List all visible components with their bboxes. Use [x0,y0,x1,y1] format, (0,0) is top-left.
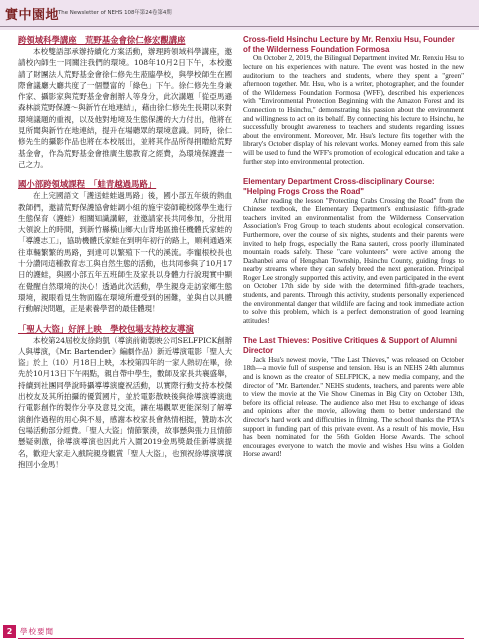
newsletter-issue: The Newsletter of NEHS 108年第24卷第4期 [58,10,172,16]
page-number: 2 [3,625,16,638]
article-body-zh-3: 本校第24屆校友徐鈞凱（導演前衛製映公司SELFPICK創辦人與導演，《Mr. Bartender》編劇作品）新近導演電影「聖人大盜」於上（10）月18日上映，本校第四年的一家人熱切在畢，徐先於10月13日下午兩點，親自帶中學生，數師及家長共襄盛舉，持續到社團同學說時攝導導演慶祝活動，以實際行動支持本校傑出校友及其所拍攝的優質國片，並於電影散映後與徐導演導演進行電影創作的製作分享及意見交流，讓在場觀眾更能深刻了解導演創作過程的用心與不易，感謝本校家長會熱情相挺，贊助本次包場活動部分經費。「聖人大盜」情節緊湊，故事懸與張力且情節懸疑刺激，徐導演導演也因此片入圍2019金馬獎最佳新導演提名，歡迎大家走入戲院親身觀賞「聖人大盜」，也預祝徐導演導演抱回小金馬！ [18,335,232,469]
article-body-en-2: After reading the lesson "Protecting Crabs Crossing the Road" from the Chinese textbook, the Elementary Department's enthusiastic fifth-grade teachers invited an environmentalist from the Wilderness Conservation Association's Frog Group to teach students about ecological conservation. Furthermore, over the course of six nights, students and their parents were invited to help frogs, especially the Rana sauteri, cross poorly illuminated mountain roads safely. These "care volunteers" were active among the Dashanbei area of Hengshan Township, Hsinchu County, guiding frogs to nearby streams where they can safely breed the next generation. Principal Roger Lee strongly supported this activity, and even participated in the event on October 17th side by side with the determined fifth-grade teachers, students, and parents. Through this activity, students personally experienced the environmental danger that wildlife are facing and took immediate action to solve this problem, which is a perfect demonstration of good learning attitudes! [243,196,464,325]
article-body-zh-2: 在上完國語文「護送蛙蛙過馬路」後，國小部五年級的熱血教師們，邀請荒野保護協會蛙調小組的施宇姿師範校隊學生進行生態保育（護蛙）相關知識講解，並邀請家長共同參加，分批用大領說上的時間，到新竹縣橫山鄉大山背地區擔任機體氏家蛙的「導護志工」，協助機體氏家蛙在到明年初行的路上，順利通過來往車輛繁繁的馬路，到達可以繁殖下一代的溪流。李寵根校長也十分讚同這種教育志工與自然生態的活動，也共同參與了10月17日的護蛙，與國小部五年五班師生及家長以身體力行說現實中顯在覺醒自然環境的決心！透過此次活動，學生親身走訪家鄉生態環境，親眼看見生物面臨在環境所遭受到的困難，並與自以具體行動解決問題，正是素養學習的最佳體現！ [18,191,232,314]
page-footer [0,624,479,640]
article-body-en-1: On October 2, 2019, the Bilingual Department invited Mr. Renxiu Hsu to lecture on his experiences with nature. The event was hosted in the new auditorium to the teachers and students, where they spent a "green" afternoon together. Mr. Hsu, who is a writer, photographer, and the founder of the Wilderness Foundation Formosa (WFF), described his experiences with "Environmental Protection Beginning with the Amazon Forest and its Connection to Hsinchu," demonstrating his passion about the environment and willingness to act on its behalf. By connecting his lecture to Hsinchu, he successfully brought awareness to teachers and students regarding issues about the environment. Moreover, Mr. Hsu's lecture fits together with the library's October display of his relevant works. Money earned from this sale will be used to fund the WFF's promotion of ecological education and take a further step into environmental protection. [243,54,464,166]
article-body-zh-1: 本校雙語部承辦持續化方案活動，辦理跨領域科學講座，邀請校內師生一同關注我們的環境。108年10月2日下午，本校邀請了財團法人荒野基金會徐仁修先生蒞臨學校，與學校師生在國際會議廳大廳共度了一個豐富的「綠色」下午。徐仁修先生身兼作家、攝影家與荒野基金會創辦人等身分，此次講題「從亞馬遜森林談荒野保護～與新竹在地連結」，藉由徐仁修先生長期以來對環境議題的重視，以及他對地境及生態保護的大力付出，他將在見所聞與新竹在地連結，提升在場聽眾的環境意識。同時，徐仁修先生的攝影作品也將在本校展出，並將其作品所得捐贈給荒野基金會，作為荒野基金會推廣生態教育之經費，為環境保護盡一己之力。 [18,47,232,169]
article-body-en-3: Jack Hsu's newest movie, "The Last Thieves," was released on October 18th—a movie full of suspense and tension. Hsu is an NEHS 24th alumnus and is known as the creator of SELFPICK, a new media company, and the director of "Mr. Bartender." NEHS students, teachers, and parents were able to view the movie at the Vie Show Cinemas in Big City on October 13th, before its official release. The audience also met Hsu to exchange of ideas and opinions after the movie, allowing them to better understand the director's hard work and difficulties in filming. The school thanks the PTA's support in funding part of this private event. As a result of his movie, Hsu has been nominated for the 56th Golden Horse Awards. The school encourages everyone to watch the movie and wishes Hsu wins a Golden Horse award! [243,355,464,459]
newsletter-logo: 實中園地 [5,8,60,23]
article-title-zh-1: 跨領域科學講座 荒野基金會徐仁修宏觀講座 [18,35,186,45]
article-title-en-2: Elementary Department Cross-disciplinary Course: "Helping Frogs Cross the Road" [243,177,435,196]
chinese-column [18,35,232,615]
page-header [0,0,479,30]
article-title-zh-2: 國小部跨領域課程 「蛙青越過馬路」 [18,179,157,190]
section-label: 學校要聞 [20,627,54,636]
footer-divider [18,638,464,639]
article-title-en-3: The Last Thieves: Positive Critiques & Support of Alumni Director [243,336,458,356]
header-divider [0,26,479,27]
article-title-zh-3: 「聖人大盜」好評上映 學校包場支持校友導演 [18,323,194,334]
article-title-en-1: Cross-field Hsinchu Lecture by Mr. Renxiu Hsu, Founder of the Wilderness Foundation Formosa [243,35,455,54]
english-column [243,35,464,615]
